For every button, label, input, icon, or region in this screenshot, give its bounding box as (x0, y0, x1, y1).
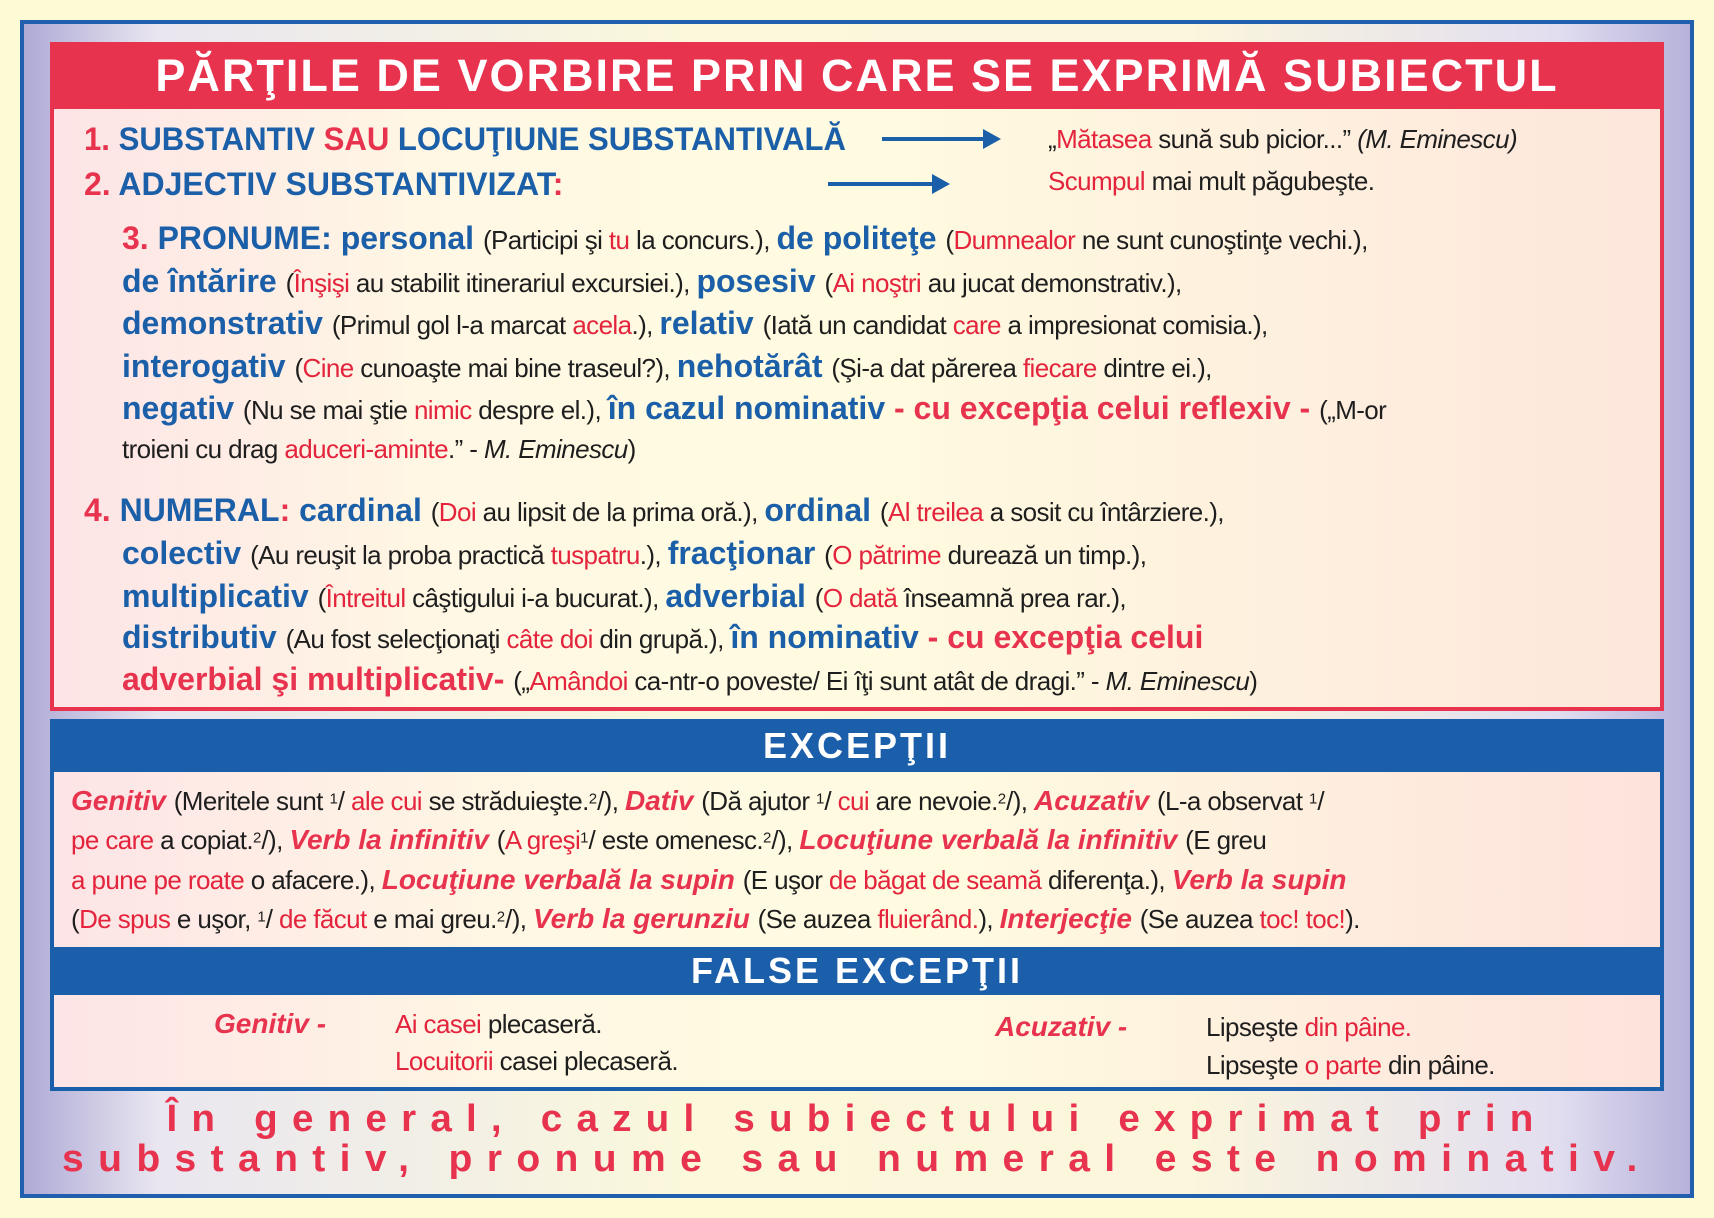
example-highlight: Cine (302, 353, 354, 383)
text-segment: 3. (122, 220, 158, 256)
text-segment: - cu excepţia celui reflexiv - (894, 390, 1320, 426)
acuzativ-label: Acuzativ - (995, 1011, 1128, 1042)
text-segment: ( (824, 540, 833, 570)
example-highlight: Amândoi (529, 666, 628, 696)
text-segment: 2 (588, 790, 598, 808)
example-highlight: Locuitorii (395, 1046, 494, 1076)
text-segment: (Au fost selecţionaţi (285, 624, 507, 654)
genitiv-label: Genitiv - (214, 1008, 327, 1039)
text-segment: Lipseşte (1206, 1050, 1305, 1080)
false-exception-example (395, 1039, 678, 1083)
text-segment: adverbial şi multiplicativ- (122, 661, 514, 697)
example-highlight: Înşişi (293, 268, 350, 298)
text-segment: ) (627, 434, 636, 464)
text-segment: durează un timp.), (940, 540, 1147, 570)
text-segment: au jucat demonstrativ.), (921, 268, 1182, 298)
term-label: distributiv (122, 619, 286, 655)
text-segment: ( (879, 497, 888, 527)
text-segment: (L-a observat (1156, 786, 1309, 816)
term-label: Interjecţie (999, 903, 1140, 934)
text-segment: au stabilit itinerariul excursiei.), (349, 268, 697, 298)
text-segment: (Participi şi (482, 225, 609, 255)
term-label: Verb la infinitiv (289, 824, 497, 855)
term-label: Acuzativ (1034, 785, 1157, 816)
term-label: de politeţe (776, 220, 946, 256)
exception-line (71, 818, 1266, 862)
main-line (122, 574, 1126, 618)
main-line (122, 301, 1268, 345)
conclusion-line-2 (0, 1138, 1714, 1181)
text-segment: 1. (84, 121, 119, 157)
exception-line (71, 858, 1346, 902)
example-highlight: cui (837, 786, 870, 816)
text-segment: .” - (447, 434, 484, 464)
conclusion-line-1 (0, 1098, 1714, 1141)
text-segment: a sosit cu întârziere.), (983, 497, 1224, 527)
example-highlight: fluierând. (877, 904, 979, 934)
text-segment: (M. Eminescu) (1357, 124, 1517, 154)
example-highlight: Ai casei (395, 1009, 482, 1039)
main-line (122, 657, 1257, 701)
text-segment: din pâine. (1381, 1050, 1495, 1080)
text-segment: M. Eminescu (483, 434, 628, 464)
text-segment: a impresionat comisia.), (1000, 310, 1268, 340)
text-segment: 1 (329, 790, 338, 808)
term-label: în cazul nominativ (607, 390, 894, 426)
example-highlight: care (952, 310, 1001, 340)
text-segment: (Dă ajutor (701, 786, 817, 816)
example-highlight: Dumnealor (953, 225, 1076, 255)
text-segment: ne sunt cunoştinţe vechi.), (1075, 225, 1368, 255)
text-segment: câştigului i-a bucurat.), (405, 583, 666, 613)
term-label: adverbial (665, 578, 815, 614)
text-segment: (Au reuşit la proba practică (250, 540, 551, 570)
main-line (122, 386, 1386, 430)
term-label: Locuţiune verbală la infinitiv (799, 824, 1186, 855)
text-segment: ), (978, 904, 1000, 934)
example-highlight: tu (608, 225, 630, 255)
text-segment: se străduieşte. (422, 786, 589, 816)
text-segment: are nevoie. (869, 786, 998, 816)
example-highlight: Întreitul (325, 583, 406, 613)
text-segment: (Primul gol l-a marcat (331, 310, 573, 340)
text-segment: din grupă.), (592, 624, 731, 654)
main-line (122, 427, 636, 471)
term-label: ADJECTIV SUBSTANTIVIZAT (118, 166, 553, 202)
text-segment: / este omenesc. (588, 825, 764, 855)
text-segment: („ (513, 666, 530, 696)
text-segment: .), (639, 540, 668, 570)
example-highlight: de băgat de seamă (828, 865, 1042, 895)
example-highlight: a pune pe roate (71, 865, 245, 895)
exceptions-panel (50, 772, 1664, 947)
example-highlight: aduceri-aminte (284, 434, 448, 464)
term-label: SUBSTANTIV (118, 121, 324, 157)
text-segment: (Se auzea (757, 904, 878, 934)
text-segment: e mai greu. (366, 904, 497, 934)
text-segment: /), (1006, 786, 1035, 816)
text-segment: SAU (323, 121, 398, 157)
example-highlight: Al treilea (887, 497, 984, 527)
term-label: relativ (659, 305, 763, 341)
conclusion-text: substantiv, pronume sau numeral este nominativ. (62, 1138, 1652, 1180)
text-segment: înseamnă prea rar.), (897, 583, 1127, 613)
example-highlight: Scumpul (1048, 166, 1145, 196)
term-label: Verb la supin (1171, 864, 1347, 895)
example-line (1048, 117, 1517, 161)
text-segment: diferenţa.), (1041, 865, 1172, 895)
term-label: PRONUME: personal (157, 220, 483, 256)
example-highlight: o parte (1304, 1050, 1382, 1080)
term-label: ordinal (764, 492, 880, 528)
text-segment: ( (317, 583, 326, 613)
text-segment: e uşor, (170, 904, 258, 934)
text-segment: : (552, 166, 564, 202)
text-segment: cunoaşte mai bine traseul?), (353, 353, 677, 383)
term-label: negativ (122, 390, 243, 426)
term-label: în nominativ (730, 619, 928, 655)
text-segment: 2 (763, 829, 772, 847)
text-segment: „ (1048, 124, 1057, 154)
arrow-right-icon (828, 182, 946, 186)
text-segment: /), (597, 786, 625, 816)
text-segment: (E uşor (742, 865, 829, 895)
term-label: NUMERAL (119, 492, 280, 528)
text-segment: mai mult păgubeşte. (1144, 166, 1375, 196)
text-segment: (Meritele sunt (173, 786, 330, 816)
text-segment: 1 (816, 790, 825, 808)
term-label: cardinal (290, 492, 431, 528)
example-highlight: Doi (438, 497, 476, 527)
main-line (122, 615, 1203, 659)
text-segment: / (1317, 786, 1324, 816)
text-segment: (E greu (1185, 825, 1267, 855)
text-segment: ( (71, 904, 80, 934)
conclusion-text: În general, cazul subiectului exprimat prin (166, 1098, 1548, 1140)
text-segment: - cu excepţia celui (927, 619, 1204, 655)
exception-line (71, 779, 1324, 823)
text-segment: 2 (253, 829, 262, 847)
example-highlight: nimic (413, 395, 472, 425)
text-segment: 4. (84, 492, 120, 528)
text-segment: a copiat. (153, 825, 254, 855)
main-line (84, 162, 563, 206)
text-segment: / (824, 786, 838, 816)
example-highlight: O pătrime (832, 540, 941, 570)
example-highlight: toc! toc! (1259, 904, 1346, 934)
text-segment: au lipsit de la prima oră.), (476, 497, 765, 527)
text-segment: ) (1249, 666, 1258, 696)
example-highlight: câte doi (506, 624, 593, 654)
example-highlight: de făcut (278, 904, 367, 934)
term-label: Locuţiune verbală la supin (381, 864, 743, 895)
text-segment: M. Eminescu (1105, 666, 1250, 696)
text-segment: plecaseră. (481, 1009, 602, 1039)
text-segment: ( (814, 583, 823, 613)
text-segment: casei plecaseră. (493, 1046, 678, 1076)
main-line (122, 216, 1368, 260)
exception-line (71, 897, 1360, 941)
term-label: posesiv (696, 263, 825, 299)
main-line (84, 117, 846, 161)
text-segment: sună sub picior...” (1151, 124, 1358, 154)
main-line (122, 531, 1146, 575)
text-segment: / (337, 786, 352, 816)
example-highlight: fiecare (1022, 353, 1097, 383)
text-segment: ( (285, 268, 294, 298)
text-segment: („M-or (1319, 395, 1387, 425)
text-segment: (Se auzea (1139, 904, 1260, 934)
example-highlight: O dată (822, 583, 898, 613)
term-label: nehotărât (676, 348, 832, 384)
example-highlight: A greşi (504, 825, 581, 855)
text-segment: 2. (84, 166, 119, 202)
text-segment: ). (1345, 904, 1360, 934)
example-highlight: pe care (71, 825, 154, 855)
text-segment: (Nu se mai ştie (242, 395, 414, 425)
poster-title: PĂRŢILE DE VORBIRE PRIN CARE SE EXPRIMĂ SUBIECTUL (50, 42, 1664, 109)
term-label: interogativ (122, 348, 295, 384)
text-segment: ( (430, 497, 439, 527)
text-segment: o afacere.), (244, 865, 382, 895)
text-segment: (Iată un candidat (762, 310, 953, 340)
term-label: Genitiv (71, 785, 174, 816)
false-exception-example (1206, 1043, 1495, 1087)
false-exceptions-header: FALSE EXCEPŢII (50, 947, 1664, 995)
text-segment: /), (261, 825, 290, 855)
text-segment: ca-ntr-o poveste/ Ei îţi sunt atât de dragi.” - (627, 666, 1106, 696)
term-label: colectiv (122, 535, 251, 571)
text-segment: ( (945, 225, 954, 255)
text-segment: .), (631, 310, 660, 340)
text-segment: ( (824, 268, 833, 298)
text-segment: despre el.), (471, 395, 608, 425)
term-label: de întărire (122, 263, 286, 299)
main-line (122, 344, 1212, 388)
text-segment: 2 (496, 908, 506, 926)
text-segment: 2 (997, 790, 1007, 808)
term-label: fracţionar (667, 535, 825, 571)
arrow-right-icon (882, 137, 997, 141)
text-segment: ( (294, 353, 303, 383)
main-panel (50, 109, 1664, 711)
text-segment: / (265, 904, 279, 934)
term-label: demonstrativ (122, 305, 332, 341)
text-segment: : (279, 492, 291, 528)
text-segment: ( (496, 825, 505, 855)
exceptions-header: EXCEPŢII (50, 719, 1664, 772)
example-highlight: acela (572, 310, 632, 340)
example-highlight: De spus (79, 904, 171, 934)
example-highlight: Ai noştri (832, 268, 922, 298)
text-segment: /), (771, 825, 800, 855)
false-exceptions-panel (50, 995, 1664, 1091)
term-label: multiplicativ (122, 578, 318, 614)
example-highlight: din pâine. (1304, 1012, 1412, 1042)
text-segment: la concurs.), (629, 225, 777, 255)
example-highlight: Mătasea (1056, 124, 1152, 154)
text-segment: 1 (1308, 790, 1318, 808)
text-segment: (Şi-a dat părerea (831, 353, 1023, 383)
text-segment: dintre ei.), (1096, 353, 1212, 383)
text-segment: Lipseşte (1206, 1012, 1305, 1042)
term-label: Dativ (625, 785, 702, 816)
text-segment: /), (505, 904, 534, 934)
main-line (84, 488, 1224, 532)
example-highlight: tuspatru (550, 540, 640, 570)
main-line (122, 259, 1182, 303)
text-segment: troieni cu drag (122, 434, 285, 464)
text-segment: 1 (580, 829, 589, 847)
example-highlight: ale cui (351, 786, 422, 816)
term-label: LOCUŢIUNE SUBSTANTIVALĂ (397, 121, 847, 157)
term-label: Verb la gerunziu (533, 903, 758, 934)
example-line (1048, 159, 1374, 203)
text-segment: 1 (257, 908, 266, 926)
